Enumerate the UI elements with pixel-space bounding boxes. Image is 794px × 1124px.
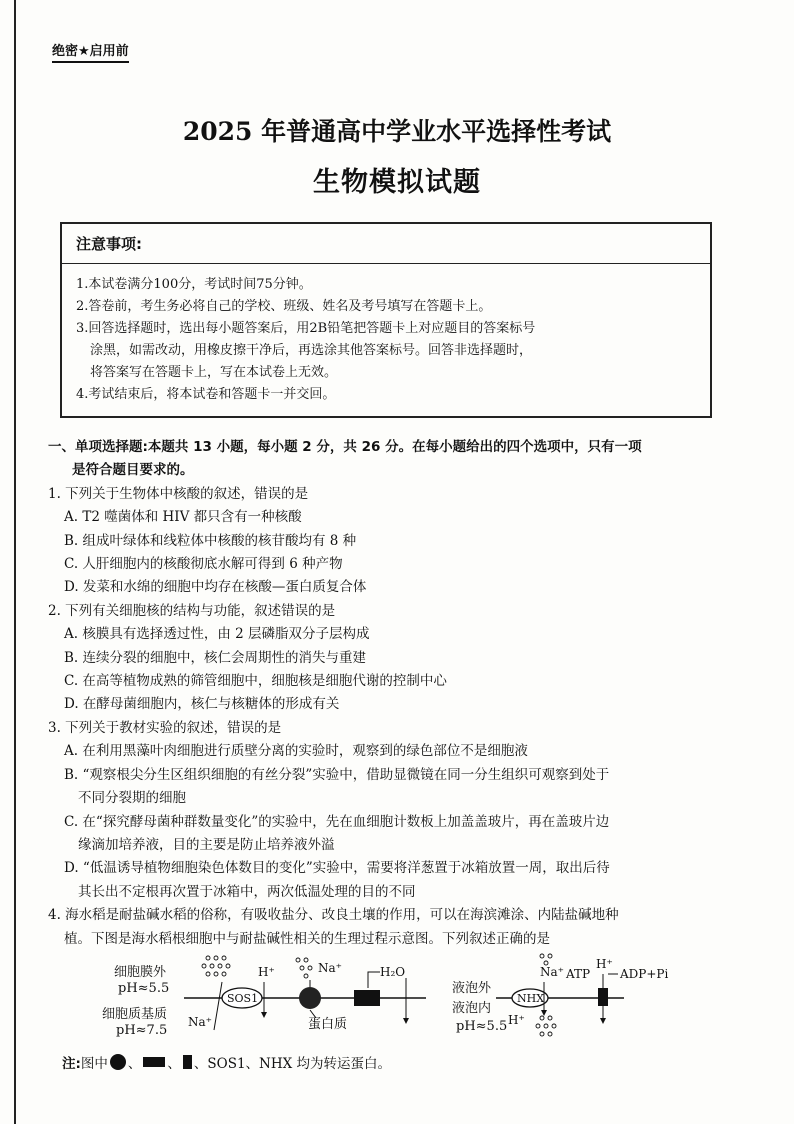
h-label-right-bottom: H⁺ <box>508 1013 525 1027</box>
circle-transporter-icon <box>110 1054 126 1070</box>
h-label-right-top: H⁺ <box>596 957 613 971</box>
question-2-option-b: B. 连续分裂的细胞中，核仁会周期性的消失与重建 <box>64 649 367 666</box>
sos1-na-arrow <box>214 982 222 1030</box>
water-label: H₂O <box>380 965 406 979</box>
note-sep-2: 、 <box>167 1056 181 1072</box>
na-label-middle: Na⁺ <box>318 961 342 975</box>
pump-arrowhead <box>600 1018 606 1024</box>
notice-line: 4.考试结束后，将本试卷和答题卡一并交回。 <box>76 387 336 402</box>
sos1-label: SOS1 <box>227 992 259 1005</box>
atp-label: ATP <box>566 967 591 981</box>
water-arrow <box>368 972 380 988</box>
question-3-option-d-cont: 其长出不定根再次置于冰箱中，两次低温处理的目的不同 <box>78 883 416 900</box>
vacuole-ph-label: pH≈5.5 <box>456 1019 508 1034</box>
notice-line: 3.回答选择题时，选出每小题答案后，用2B铅笔把答题卡上对应题目的答案标号 <box>76 321 536 336</box>
vacuole-outside-label: 液泡外 <box>452 981 492 996</box>
question-3-option-b: B. “观察根尖分生区组织细胞的有丝分裂”实验中，借助显微镜在同一分生组织可观察到处于 <box>64 766 610 783</box>
na-dots-outside <box>202 956 230 976</box>
note-text-1: 图中 <box>80 1056 108 1072</box>
note-text-rest: 、SOS1、NHX 均为转运蛋白。 <box>193 1056 392 1072</box>
na-dots-vacuole-top <box>540 954 552 965</box>
question-2-stem: 2. 下列有关细胞核的结构与功能，叙述错误的是 <box>48 602 336 619</box>
notice-box <box>60 222 712 418</box>
question-3-option-c-cont: 缘滴加培养液，目的主要是防止培养液外溢 <box>78 836 335 853</box>
notice-body <box>62 264 710 406</box>
nhx-arrowhead <box>541 1010 547 1016</box>
question-1-stem: 1. 下列关于生物体中核酸的叙述，错误的是 <box>48 485 309 502</box>
water-arrowhead <box>403 1018 409 1024</box>
question-3-stem: 3. 下列关于教材实验的叙述，错误的是 <box>48 719 282 736</box>
question-2-option-c: C. 在高等植物成熟的筛管细胞中，细胞核是细胞代谢的控制中心 <box>64 673 447 690</box>
questions-area <box>48 436 748 951</box>
outside-ph-label: pH≈5.5 <box>118 981 170 996</box>
secret-label: 绝密★启用前 <box>52 40 129 63</box>
na-label-right: Na⁺ <box>540 965 564 979</box>
notice-line: 将答案写在答题卡上，写在本试卷上无效。 <box>90 365 338 380</box>
notice-line: 涂黑，如需改动，用橡皮擦干净后，再选涂其他答案标号。回答非选择题时， <box>90 343 533 358</box>
protein-label: 蛋白质 <box>308 1017 348 1032</box>
nhx-label: NHX <box>517 992 545 1005</box>
membrane-transport-diagram <box>96 952 686 1044</box>
na-label-left: Na⁺ <box>188 1015 212 1029</box>
diagram-note <box>62 1052 391 1072</box>
proton-pump-icon <box>183 1055 192 1069</box>
question-3-option-b-cont: 不同分裂期的细胞 <box>78 790 186 807</box>
sos1-h-arrowhead <box>261 1012 267 1018</box>
question-3-option-d: D. “低温诱导植物细胞染色体数目的变化”实验中，需要将洋葱置于冰箱放置一周，取出后待 <box>64 860 610 877</box>
adp-label: ADP+Pi <box>620 967 669 981</box>
outside-label: 细胞膜外 <box>114 965 167 980</box>
vacuole-inside-label: 液泡内 <box>452 1001 492 1016</box>
question-4-stem: 4. 海水稻是耐盐碱水稻的俗称，有吸收盐分、改良土壤的作用，可以在海滨滩涂、内陆盐碱地种 <box>48 907 619 924</box>
na-dots-vacuole-bottom <box>536 1016 556 1036</box>
question-3-option-a: A. 在利用黑藻叶肉细胞进行质壁分离的实验时，观察到的绿色部位不是细胞液 <box>64 743 528 760</box>
question-4-stem-cont: 植。下图是海水稻根细胞中与耐盐碱性相关的生理过程示意图。下列叙述正确的是 <box>64 930 550 947</box>
notice-line: 2.答卷前，考生务必将自己的学校、班级、姓名及考号填写在答题卡上。 <box>76 299 492 314</box>
question-1-option-a: A. T2 噬菌体和 HIV 都只含有一种核酸 <box>64 509 302 526</box>
section-heading-cont: 是符合题目要求的。 <box>72 462 194 479</box>
note-sep-1: 、 <box>127 1056 142 1072</box>
exam-subtitle: 生物模拟试题 <box>313 167 481 198</box>
notice-line: 1.本试卷满分100分，考试时间75分钟。 <box>76 277 312 292</box>
cytoplasm-label: 细胞质基质 <box>102 1007 168 1022</box>
question-2-option-a: A. 核膜具有选择透过性，由 2 层磷脂双分子层构成 <box>64 626 370 643</box>
na-dots-upper <box>296 958 312 978</box>
rect-channel-icon <box>143 1057 165 1067</box>
question-1-option-c: C. 人肝细胞内的核酸彻底水解可得到 6 种产物 <box>64 556 343 573</box>
question-3-option-c: C. 在“探究酵母菌种群数量变化”的实验中，先在血细胞计数板上加盖盖玻片，再在盖玻片边 <box>64 813 610 830</box>
section-heading: 一、单项选择题:本题共 13 小题，每小题 2 分，共 26 分。在每小题给出的四个选项中，只有一项 <box>48 439 642 455</box>
rect-channel <box>354 990 380 1006</box>
question-2-option-d: D. 在酵母菌细胞内，核仁与核糖体的形成有关 <box>64 696 340 713</box>
exam-title: 2025 年普通高中学业水平选择性考试 <box>182 117 612 146</box>
note-prefix: 注: <box>62 1056 81 1072</box>
question-1-option-b: B. 组成叶绿体和线粒体中核酸的核苷酸均有 8 种 <box>64 532 357 549</box>
circle-transporter <box>299 987 321 1009</box>
question-1-option-d: D. 发菜和水绵的细胞中均存在核酸—蛋白质复合体 <box>64 579 367 596</box>
notice-heading: 注意事项: <box>62 224 710 264</box>
h-label-left: H⁺ <box>258 965 275 979</box>
cytoplasm-ph-label: pH≈7.5 <box>116 1023 168 1038</box>
